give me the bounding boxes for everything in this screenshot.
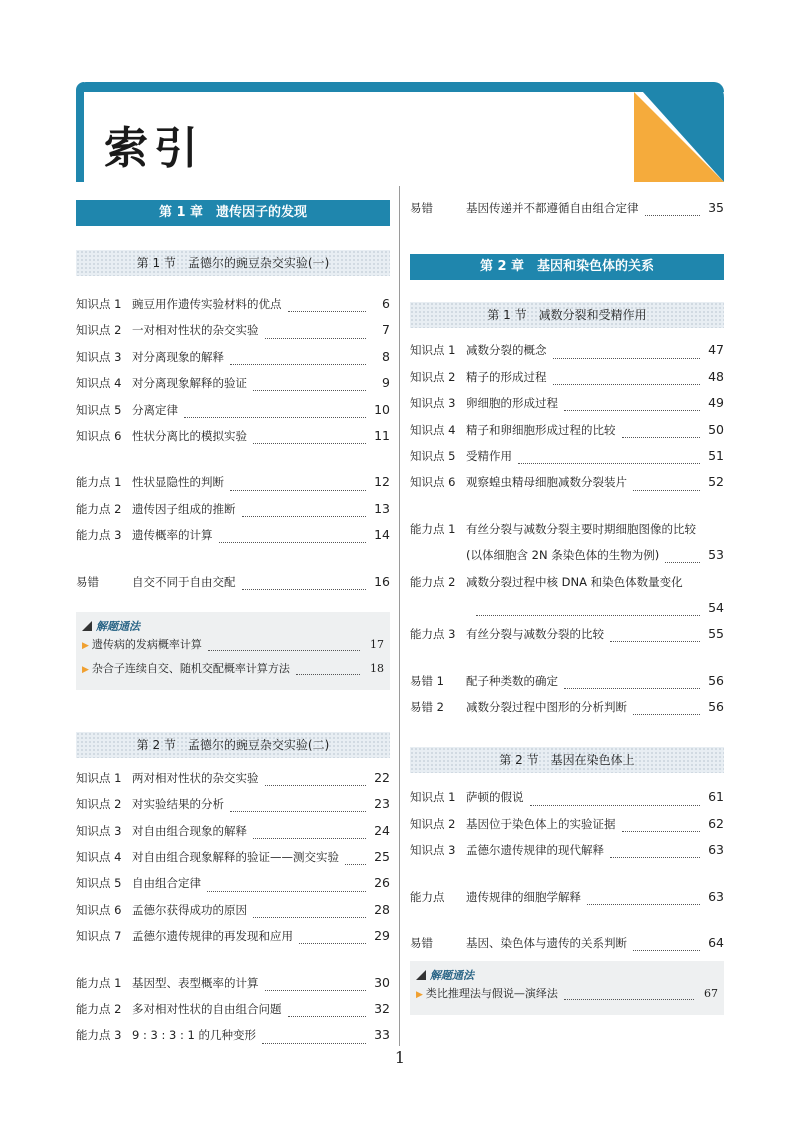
column-divider	[399, 186, 400, 1046]
index-entry[interactable]: 能力点 3 9 : 3 : 3 : 1 的几种变形 33	[76, 1027, 390, 1043]
corner-triangle-icon	[82, 621, 92, 631]
index-entry[interactable]: 能力点 2 遗传因子组成的推断 13	[76, 500, 390, 516]
method-heading: 解题通法	[416, 965, 718, 985]
index-entry[interactable]: 能力点 3 有丝分裂与减数分裂的比较 55	[410, 626, 724, 642]
index-entry[interactable]: 知识点 1 减数分裂的概念 47	[410, 342, 724, 358]
method-heading: 解题通法	[82, 616, 384, 636]
index-entry[interactable]: 知识点 5 受精作用 51	[410, 447, 724, 463]
arrow-right-icon: ▶	[82, 640, 89, 651]
chapter-2-heading: 第 2 章 基因和染色体的关系	[410, 254, 724, 280]
index-entry[interactable]: 易错 自交不同于自由交配 16	[76, 573, 390, 589]
section-1-1-heading: 第 1 节 孟德尔的豌豆杂交实验(一)	[76, 250, 390, 276]
header-left-bar	[76, 82, 84, 182]
index-entry[interactable]: 知识点 4 对分离现象解释的验证 9	[76, 375, 390, 391]
index-entry[interactable]: 能力点 1 基因型、表型概率的计算 30	[76, 974, 390, 990]
index-entry-continued[interactable]: 54	[410, 600, 724, 626]
index-entry[interactable]: 易错 1 配子种类数的确定 56	[410, 672, 724, 688]
index-entry[interactable]: 知识点 3 对分离现象的解释 8	[76, 348, 390, 364]
index-entry[interactable]: 知识点 3 卵细胞的形成过程 49	[410, 395, 724, 411]
method-entry[interactable]: ▶ 遗传病的发病概率计算 17	[82, 637, 384, 651]
arrow-right-icon: ▶	[82, 664, 89, 675]
index-entry[interactable]: 知识点 5 分离定律 10	[76, 401, 390, 417]
index-entry[interactable]: 能力点 1 有丝分裂与减数分裂主要时期细胞图像的比较	[410, 521, 696, 536]
index-entry[interactable]: 知识点 1 豌豆用作遗传实验材料的优点 6	[76, 296, 390, 311]
index-entry[interactable]: 能力点 1 性状显隐性的判断 12	[76, 474, 390, 490]
header-top-bar	[76, 82, 724, 92]
index-entry[interactable]: 知识点 5 自由组合定律 26	[76, 875, 390, 891]
method-box	[410, 961, 724, 1015]
page-title: 索引	[104, 123, 204, 174]
index-entry[interactable]: 易错 基因、染色体与遗传的关系判断 64	[410, 935, 724, 951]
index-entry[interactable]: 能力点 3 遗传概率的计算 14	[76, 527, 390, 543]
index-entry[interactable]: 知识点 6 孟德尔获得成功的原因 28	[76, 901, 390, 917]
index-entry[interactable]: 能力点 遗传规律的细胞学解释 63	[410, 888, 724, 904]
index-entry[interactable]: 知识点 3 对自由组合现象的解释 24	[76, 822, 390, 838]
index-entry[interactable]: 知识点 2 基因位于染色体上的实验证据 62	[410, 815, 724, 831]
page-number: 1	[394, 1048, 406, 1067]
section-2-2-heading: 第 2 节 基因在染色体上	[410, 747, 724, 773]
arrow-right-icon: ▶	[416, 990, 423, 1001]
index-entry[interactable]: 知识点 7 孟德尔遗传规律的再发现和应用 29	[76, 928, 390, 944]
chapter-1-heading: 第 1 章 遗传因子的发现	[76, 200, 390, 226]
index-entry[interactable]: 知识点 4 对自由组合现象解释的验证——测交实验 25	[76, 849, 390, 865]
index-entry[interactable]: 易错 基因传递并不都遵循自由组合定律 35	[410, 200, 724, 215]
index-entry[interactable]: 知识点 3 孟德尔遗传规律的现代解释 63	[410, 842, 724, 858]
method-entry[interactable]: ▶ 杂合子连续自交、随机交配概率计算方法 18	[82, 661, 384, 675]
corner-triangle-icon	[416, 970, 426, 980]
index-entry-continued[interactable]: (以体细胞含 2N 条染色体的生物为例) 53	[466, 547, 724, 563]
index-header	[76, 82, 724, 182]
index-entry[interactable]: 知识点 2 对实验结果的分析 23	[76, 796, 390, 812]
index-entry[interactable]: 能力点 2 减数分裂过程中核 DNA 和染色体数量变化	[410, 574, 683, 589]
index-entry[interactable]: 知识点 2 一对相对性状的杂交实验 7	[76, 322, 390, 338]
section-2-1-heading: 第 1 节 减数分裂和受精作用	[410, 302, 724, 328]
index-entry[interactable]: 知识点 1 两对相对性状的杂交实验 22	[76, 769, 390, 785]
method-box	[76, 612, 390, 690]
index-entry[interactable]: 能力点 2 多对相对性状的自由组合问题 32	[76, 1001, 390, 1017]
method-entry[interactable]: ▶ 类比推理法与假说—演绎法 67	[416, 987, 718, 1001]
index-entry[interactable]: 知识点 2 精子的形成过程 48	[410, 368, 724, 384]
left-column	[76, 200, 390, 1054]
index-entry[interactable]: 易错 2 减数分裂过程中图形的分析判断 56	[410, 699, 724, 715]
index-entry[interactable]: 知识点 1 萨顿的假说 61	[410, 789, 724, 805]
right-column	[410, 200, 724, 1015]
index-entry[interactable]: 知识点 6 观察蝗虫精母细胞减数分裂装片 52	[410, 474, 724, 490]
index-entry[interactable]: 知识点 4 精子和卵细胞形成过程的比较 50	[410, 421, 724, 437]
header-corner-decoration	[634, 82, 724, 182]
index-entry[interactable]: 知识点 6 性状分离比的模拟实验 11	[76, 427, 390, 443]
section-1-2-heading: 第 2 节 孟德尔的豌豆杂交实验(二)	[76, 732, 390, 758]
